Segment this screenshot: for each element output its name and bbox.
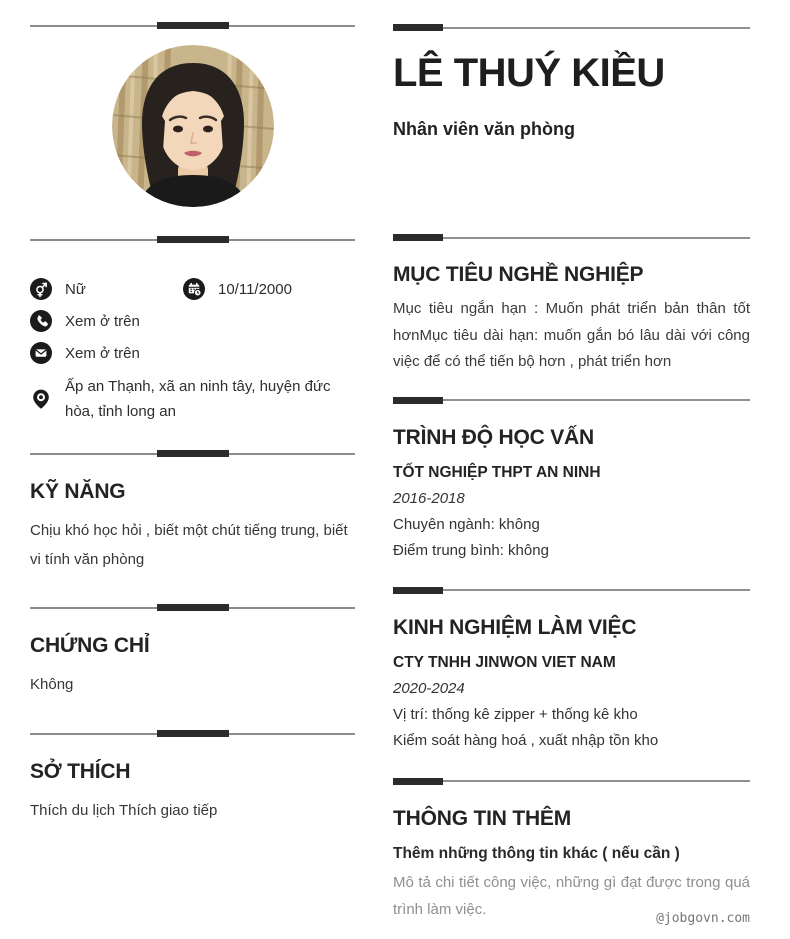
left-column xyxy=(30,0,355,825)
education-section-title: TRÌNH ĐỘ HỌC VẤN xyxy=(393,425,594,449)
info-row-email xyxy=(30,342,355,364)
info-row-address xyxy=(30,374,355,424)
address-value: Ấp an Thạnh, xã an ninh tây, huyện đức hòa, tỉnh long an xyxy=(65,378,331,420)
experience-entry xyxy=(393,650,750,754)
section-divider xyxy=(393,587,750,594)
experience-description: Kiểm soát hàng hoá , xuất nhập tồn kho xyxy=(393,731,659,749)
objective-section-title: MỤC TIÊU NGHỀ NGHIỆP xyxy=(393,263,644,286)
phone-icon xyxy=(30,310,52,332)
experience-position: Vị trí: thống kê zipper + thống kê kho xyxy=(393,705,638,723)
education-gpa: Điểm trung bình: không xyxy=(393,541,549,559)
section-divider xyxy=(393,24,750,31)
phone-value: Xem ở trên xyxy=(65,312,140,330)
skills-section-title: KỸ NĂNG xyxy=(30,480,126,503)
right-column xyxy=(393,0,750,923)
education-school: TỐT NGHIỆP THPT AN NINH xyxy=(393,463,601,481)
additional-section-title: THÔNG TIN THÊM xyxy=(393,806,572,830)
education-entry xyxy=(393,460,750,564)
gender-icon xyxy=(30,278,52,300)
experience-company: CTY TNHH JINWON VIET NAM xyxy=(393,653,616,671)
location-pin-icon xyxy=(30,388,52,410)
candidate-job-title: Nhân viên văn phòng xyxy=(393,119,576,139)
education-period: 2016-2018 xyxy=(393,489,465,507)
info-row-phone xyxy=(30,310,355,332)
mail-icon xyxy=(30,342,52,364)
birthdate-value: 10/11/2000 xyxy=(218,280,292,298)
gender-value: Nữ xyxy=(65,280,86,298)
additional-subtitle: Thêm những thông tin khác ( nếu cần ) xyxy=(393,844,680,862)
additional-placeholder: Mô tả chi tiết công việc, những gì đạt được trong quá trình làm việc. xyxy=(393,873,750,918)
certificates-content: Không xyxy=(30,676,74,693)
info-row-gender-birthdate xyxy=(30,278,355,300)
candidate-name: LÊ THUÝ KIỀU xyxy=(393,51,665,95)
hobbies-content: Thích du lịch Thích giao tiếp xyxy=(30,802,218,819)
section-divider xyxy=(393,397,750,404)
section-divider xyxy=(393,778,750,785)
section-divider xyxy=(30,236,355,243)
section-divider xyxy=(30,604,355,611)
certificates-section-title: CHỨNG CHỈ xyxy=(30,634,150,657)
calendar-icon xyxy=(183,278,205,300)
objective-content: Mục tiêu ngắn hạn : Muốn phát triển bản thân tốt hơnMục tiêu dài hạn: muốn gắn bó lâu dài với công việc để có thể tiến bộ hơn , phát triển hơn xyxy=(393,300,750,371)
contact-info xyxy=(30,278,355,424)
section-divider xyxy=(30,22,355,29)
hobbies-section-title: SỞ THÍCH xyxy=(30,760,131,783)
watermark: @jobgovn.com xyxy=(656,911,750,926)
section-divider xyxy=(30,450,355,457)
email-value: Xem ở trên xyxy=(65,344,140,362)
profile-photo-illustration xyxy=(112,45,274,207)
profile-photo xyxy=(112,45,274,207)
skills-content: Chịu khó học hỏi , biết một chút tiếng trung, biết vi tính văn phòng xyxy=(30,522,348,568)
experience-section-title: KINH NGHIỆM LÀM VIỆC xyxy=(393,615,637,639)
education-major: Chuyên ngành: không xyxy=(393,515,540,533)
experience-period: 2020-2024 xyxy=(393,679,465,697)
section-divider xyxy=(30,730,355,737)
section-divider xyxy=(393,234,750,241)
